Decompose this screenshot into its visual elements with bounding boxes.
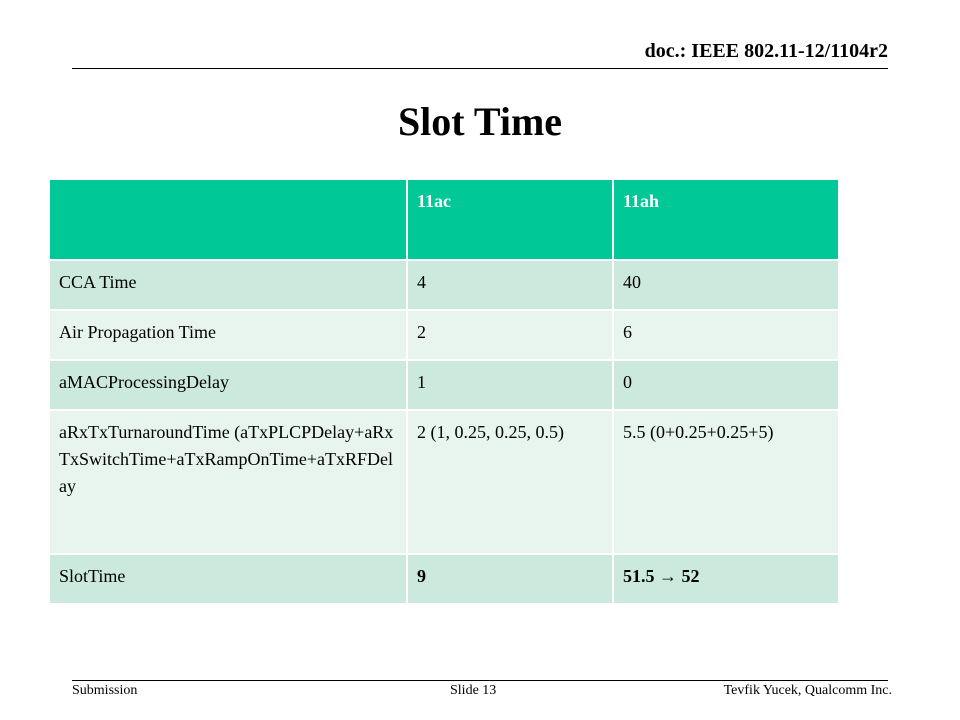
header-cell-empty [49,179,407,260]
footer-author: Tevfik Yucek, Qualcomm Inc. [723,683,892,698]
table-header-row [49,179,839,260]
footer-submission: Submission [72,683,138,698]
value-11ac: 2 (1, 0.25, 0.25, 0.5) [407,410,613,554]
row-label: aRxTxTurnaroundTime (aTxPLCPDelay+aRxTxSwitchTime+aTxRampOnTime+aTxRFDelay [49,410,407,554]
value-11ac: 9 [407,554,613,604]
row-label: Air Propagation Time [49,310,407,360]
slot-time-table [48,178,840,605]
value-11ah: 51.5 → 52 [613,554,839,604]
row-label: aMACProcessingDelay [49,360,407,410]
value-11ah: 6 [613,310,839,360]
document-id: doc.: IEEE 802.11-12/1104r2 [644,40,888,62]
table-row [49,554,839,604]
header-cell-11ac: 11ac [407,179,613,260]
slide-title: Slot Time [397,99,563,144]
value-11ac: 1 [407,360,613,410]
slot-time-table-container [48,178,838,605]
row-label: SlotTime [49,554,407,604]
header-cell-11ah: 11ah [613,179,839,260]
value-11ac: 4 [407,260,613,310]
row-label: CCA Time [49,260,407,310]
footer-divider [72,680,888,681]
table-row [49,260,839,310]
table-row [49,360,839,410]
value-11ah: 5.5 (0+0.25+0.25+5) [613,410,839,554]
value-11ac: 2 [407,310,613,360]
footer-slide-number: Slide 13 [450,683,497,698]
header-divider [72,68,888,69]
value-11ah: 0 [613,360,839,410]
table-row [49,410,839,554]
value-11ah: 40 [613,260,839,310]
table-row [49,310,839,360]
